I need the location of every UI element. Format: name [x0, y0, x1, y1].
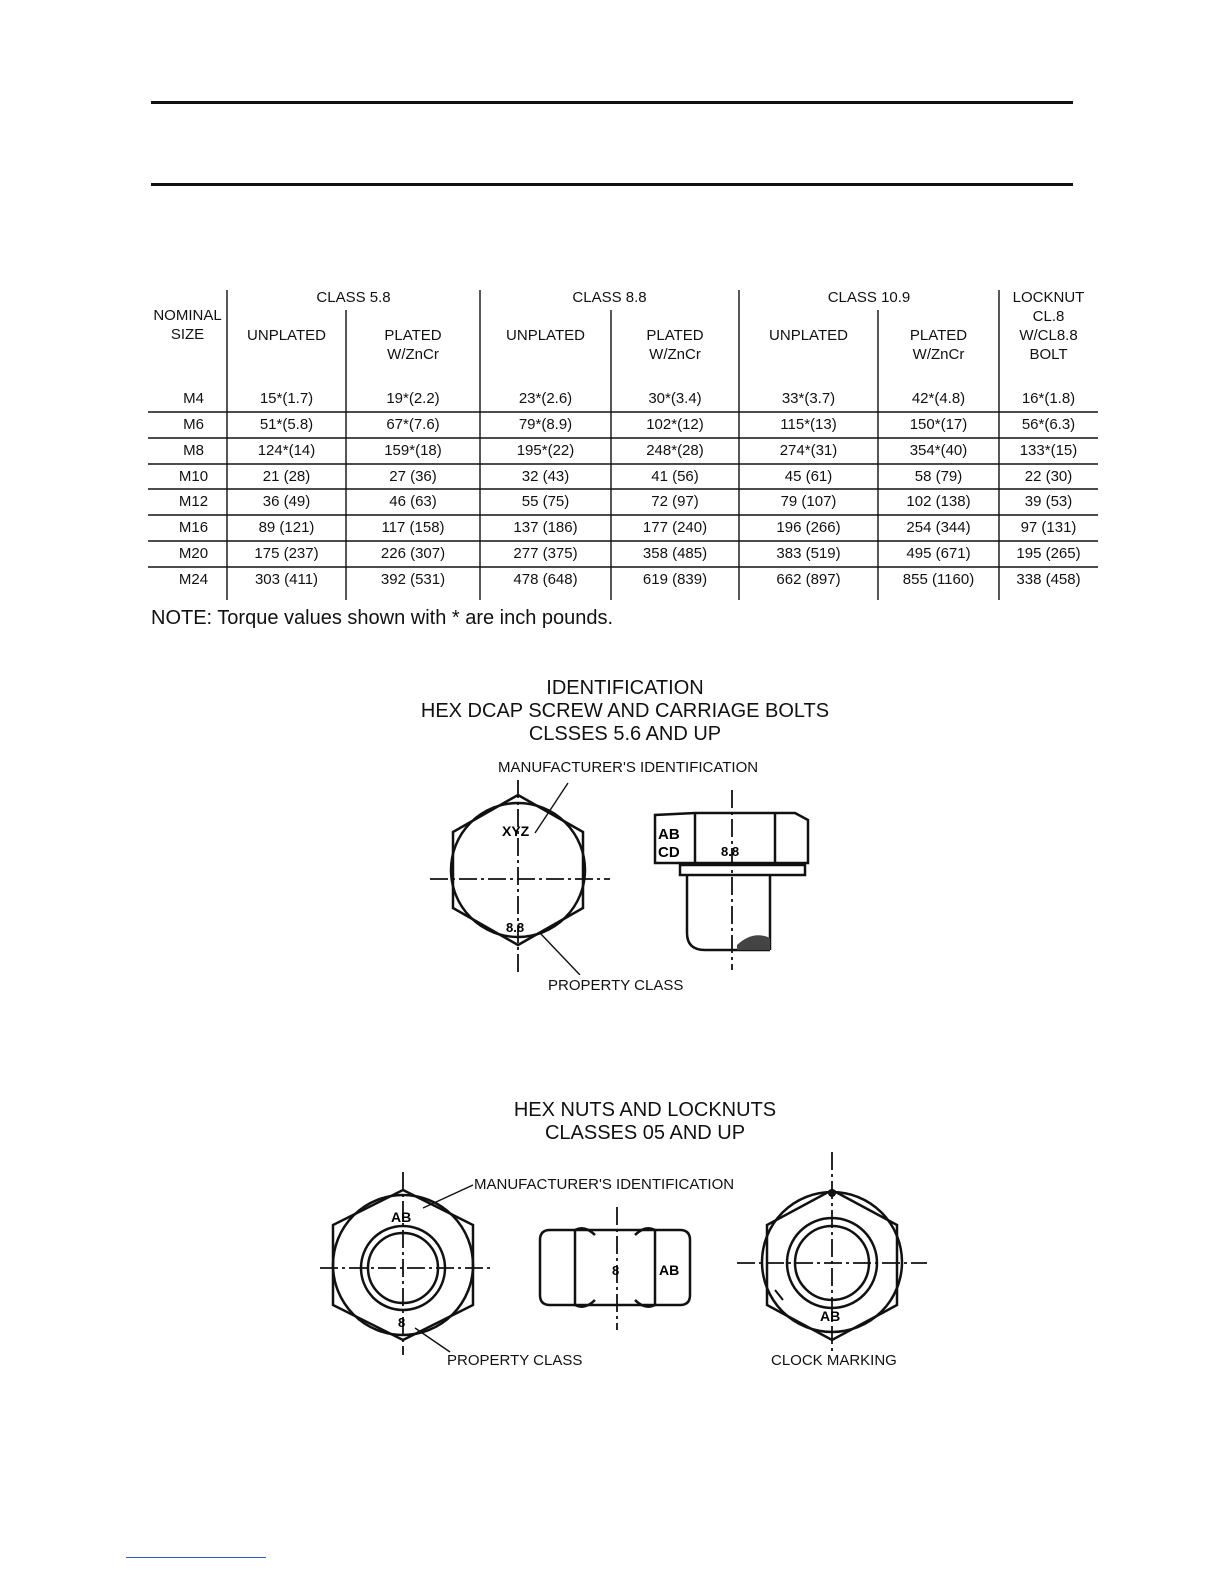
torque-table	[148, 288, 1098, 602]
locknut-header-line3: W/CL8.8	[1019, 327, 1078, 344]
bolt-section-title	[275, 677, 975, 746]
table-cell: 19*(2.2)	[386, 390, 440, 407]
table-cell: 45 (61)	[784, 468, 833, 485]
table-cell: 159*(18)	[384, 442, 442, 459]
table-cell: 41 (56)	[651, 468, 699, 485]
table-cell: 32 (43)	[521, 468, 570, 485]
class-5-8-header: CLASS 5.8	[316, 289, 391, 306]
top-rule	[151, 101, 1073, 104]
bolt-title-line3: CLSSES 5.6 AND UP	[528, 723, 722, 745]
class-8-8-header: CLASS 8.8	[572, 289, 647, 306]
table-cell: 58 (79)	[914, 468, 963, 485]
table-cell: 303 (411)	[254, 571, 319, 588]
sub-header-plated-8-8	[611, 326, 739, 364]
table-cell: 274*(31)	[779, 442, 838, 459]
bolt-side-marking-top: AB	[658, 826, 680, 843]
clock-marking-label: CLOCK MARKING	[771, 1352, 897, 1369]
bolt-side-marking-bottom: CD	[658, 844, 680, 861]
table-cell: 102*(12)	[646, 416, 704, 433]
table-cell: 662 (897)	[776, 571, 841, 588]
table-cell: 97 (131)	[1020, 519, 1077, 536]
row-size-m20: M20	[178, 545, 209, 562]
table-cell: 15*(1.7)	[259, 390, 314, 407]
sub-header-plated-5-8	[346, 326, 480, 364]
nut-top-marking: AB	[391, 1209, 412, 1225]
row-size-m6: M6	[183, 416, 204, 433]
nut-side-class: 8	[612, 1263, 620, 1278]
table-cell: 39 (53)	[1024, 493, 1073, 510]
table-cell: 36 (49)	[262, 493, 311, 510]
row-size-m10: M10	[178, 468, 209, 485]
table-cell: 392 (531)	[380, 571, 446, 588]
table-cell: 195 (265)	[1016, 545, 1081, 562]
plated-suffix: W/ZnCr	[649, 346, 701, 363]
table-cell: 619 (839)	[642, 571, 708, 588]
nominal-header-line2: SIZE	[170, 326, 205, 343]
table-cell: 79*(8.9)	[518, 416, 573, 433]
table-cell: 495 (671)	[906, 545, 971, 562]
plated-label: PLATED	[384, 327, 442, 344]
table-cell: 89 (121)	[258, 519, 315, 536]
torque-note: NOTE: Torque values shown with * are inch pounds.	[151, 607, 614, 629]
bolt-property-label: PROPERTY CLASS	[548, 977, 684, 994]
nut-title-line1: HEX NUTS AND LOCKNUTS	[513, 1099, 777, 1121]
table-cell: 277 (375)	[513, 545, 578, 562]
nominal-header	[148, 306, 227, 344]
table-cell: 133*(15)	[1019, 442, 1078, 459]
property-leader-line	[540, 933, 580, 975]
table-cell: 137 (186)	[513, 519, 578, 536]
clock-marking-dot	[828, 1189, 836, 1197]
table-cell: 195*(22)	[516, 442, 575, 459]
nut-manufacturer-leader	[423, 1185, 473, 1208]
bolt-section-hatch	[737, 935, 770, 950]
table-cell: 196 (266)	[776, 519, 841, 536]
plated-suffix: W/ZnCr	[387, 346, 439, 363]
sub-header-unplated-10-9: UNPLATED	[769, 327, 848, 344]
nut-property-label: PROPERTY CLASS	[447, 1352, 583, 1369]
nut-property-leader	[415, 1328, 450, 1352]
table-cell: 22 (30)	[1024, 468, 1073, 485]
locknut-header-line2: CL.8	[1032, 308, 1065, 325]
table-cell: 30*(3.4)	[648, 390, 702, 407]
table-cell: 33*(3.7)	[781, 390, 836, 407]
table-cell: 42*(4.8)	[911, 390, 966, 407]
class-10-9-header: CLASS 10.9	[827, 289, 911, 306]
locknut-top-view	[735, 1150, 930, 1355]
table-cell: 358 (485)	[642, 545, 708, 562]
locknut-header	[999, 288, 1098, 364]
bolt-head-marking: XYZ	[502, 823, 530, 839]
table-cell: 150*(17)	[909, 416, 968, 433]
hex-nut-top-view	[315, 1170, 495, 1355]
bolt-head-top-view	[420, 775, 620, 975]
table-cell: 124*(14)	[257, 442, 316, 459]
table-cell: 175 (237)	[254, 545, 319, 562]
sub-header-unplated-5-8: UNPLATED	[247, 327, 326, 344]
nut-title-line2: CLASSES 05 AND UP	[544, 1122, 746, 1144]
plated-label: PLATED	[909, 327, 968, 344]
table-cell: 51*(5.8)	[259, 416, 314, 433]
table-cell: 27 (36)	[389, 468, 437, 485]
table-cell: 21 (28)	[262, 468, 311, 485]
row-size-m24: M24	[178, 571, 209, 588]
bolt-side-class: 8.8	[721, 844, 740, 859]
nut-section-title	[295, 1099, 995, 1145]
row-size-m12: M12	[178, 493, 209, 510]
table-cell: 56*(6.3)	[1021, 416, 1076, 433]
bolt-title-line2: HEX DCAP SCREW AND CARRIAGE BOLTS	[420, 700, 830, 722]
row-size-m4: M4	[183, 390, 204, 407]
plated-label: PLATED	[646, 327, 704, 344]
table-cell: 23*(2.6)	[518, 390, 573, 407]
sub-header-unplated-8-8: UNPLATED	[506, 327, 585, 344]
table-cell: 177 (240)	[642, 519, 708, 536]
table-cell: 254 (344)	[906, 519, 971, 536]
table-cell: 117 (158)	[381, 519, 445, 536]
row-size-m8: M8	[183, 442, 204, 459]
table-cell: 338 (458)	[1016, 571, 1081, 588]
table-cell: 226 (307)	[380, 545, 446, 562]
table-cell: 67*(7.6)	[386, 416, 440, 433]
sub-header-plated-10-9	[878, 326, 999, 364]
nut-manufacturer-label: MANUFACTURER'S IDENTIFICATION	[474, 1176, 735, 1193]
table-cell: 855 (1160)	[902, 571, 975, 588]
nominal-header-line1: NOMINAL	[153, 307, 222, 324]
locknut-header-line1: LOCKNUT	[1012, 289, 1085, 306]
nut-top-class: 8	[398, 1315, 406, 1330]
table-cell: 115*(13)	[780, 416, 837, 433]
table-cell: 248*(28)	[646, 442, 704, 459]
bolt-title-line1: IDENTIFICATION	[546, 677, 704, 699]
hex-nut-side-view	[535, 1205, 700, 1335]
second-rule	[151, 183, 1073, 186]
bolt-side-view	[645, 785, 820, 975]
table-cell: 79 (107)	[780, 493, 837, 510]
table-cell: 383 (519)	[776, 545, 841, 562]
clock-marking-tick	[775, 1290, 783, 1300]
table-cell: 354*(40)	[909, 442, 968, 459]
table-cell: 55 (75)	[521, 493, 570, 510]
table-cell: 46 (63)	[389, 493, 437, 510]
nut-side-marking: AB	[659, 1262, 680, 1278]
bolt-manufacturer-label: MANUFACTURER'S IDENTIFICATION	[498, 759, 759, 776]
table-cell: 102 (138)	[906, 493, 971, 510]
table-cell: 16*(1.8)	[1021, 390, 1076, 407]
table-cell: 72 (97)	[651, 493, 699, 510]
locknut-header-line4: BOLT	[1029, 346, 1068, 363]
footer-link-underline	[126, 1557, 266, 1558]
locknut-marking: AB	[820, 1308, 841, 1324]
bolt-head-class: 8.8	[506, 920, 525, 935]
table-cell: 478 (648)	[513, 571, 578, 588]
plated-suffix: W/ZnCr	[912, 346, 965, 363]
row-size-m16: M16	[178, 519, 209, 536]
